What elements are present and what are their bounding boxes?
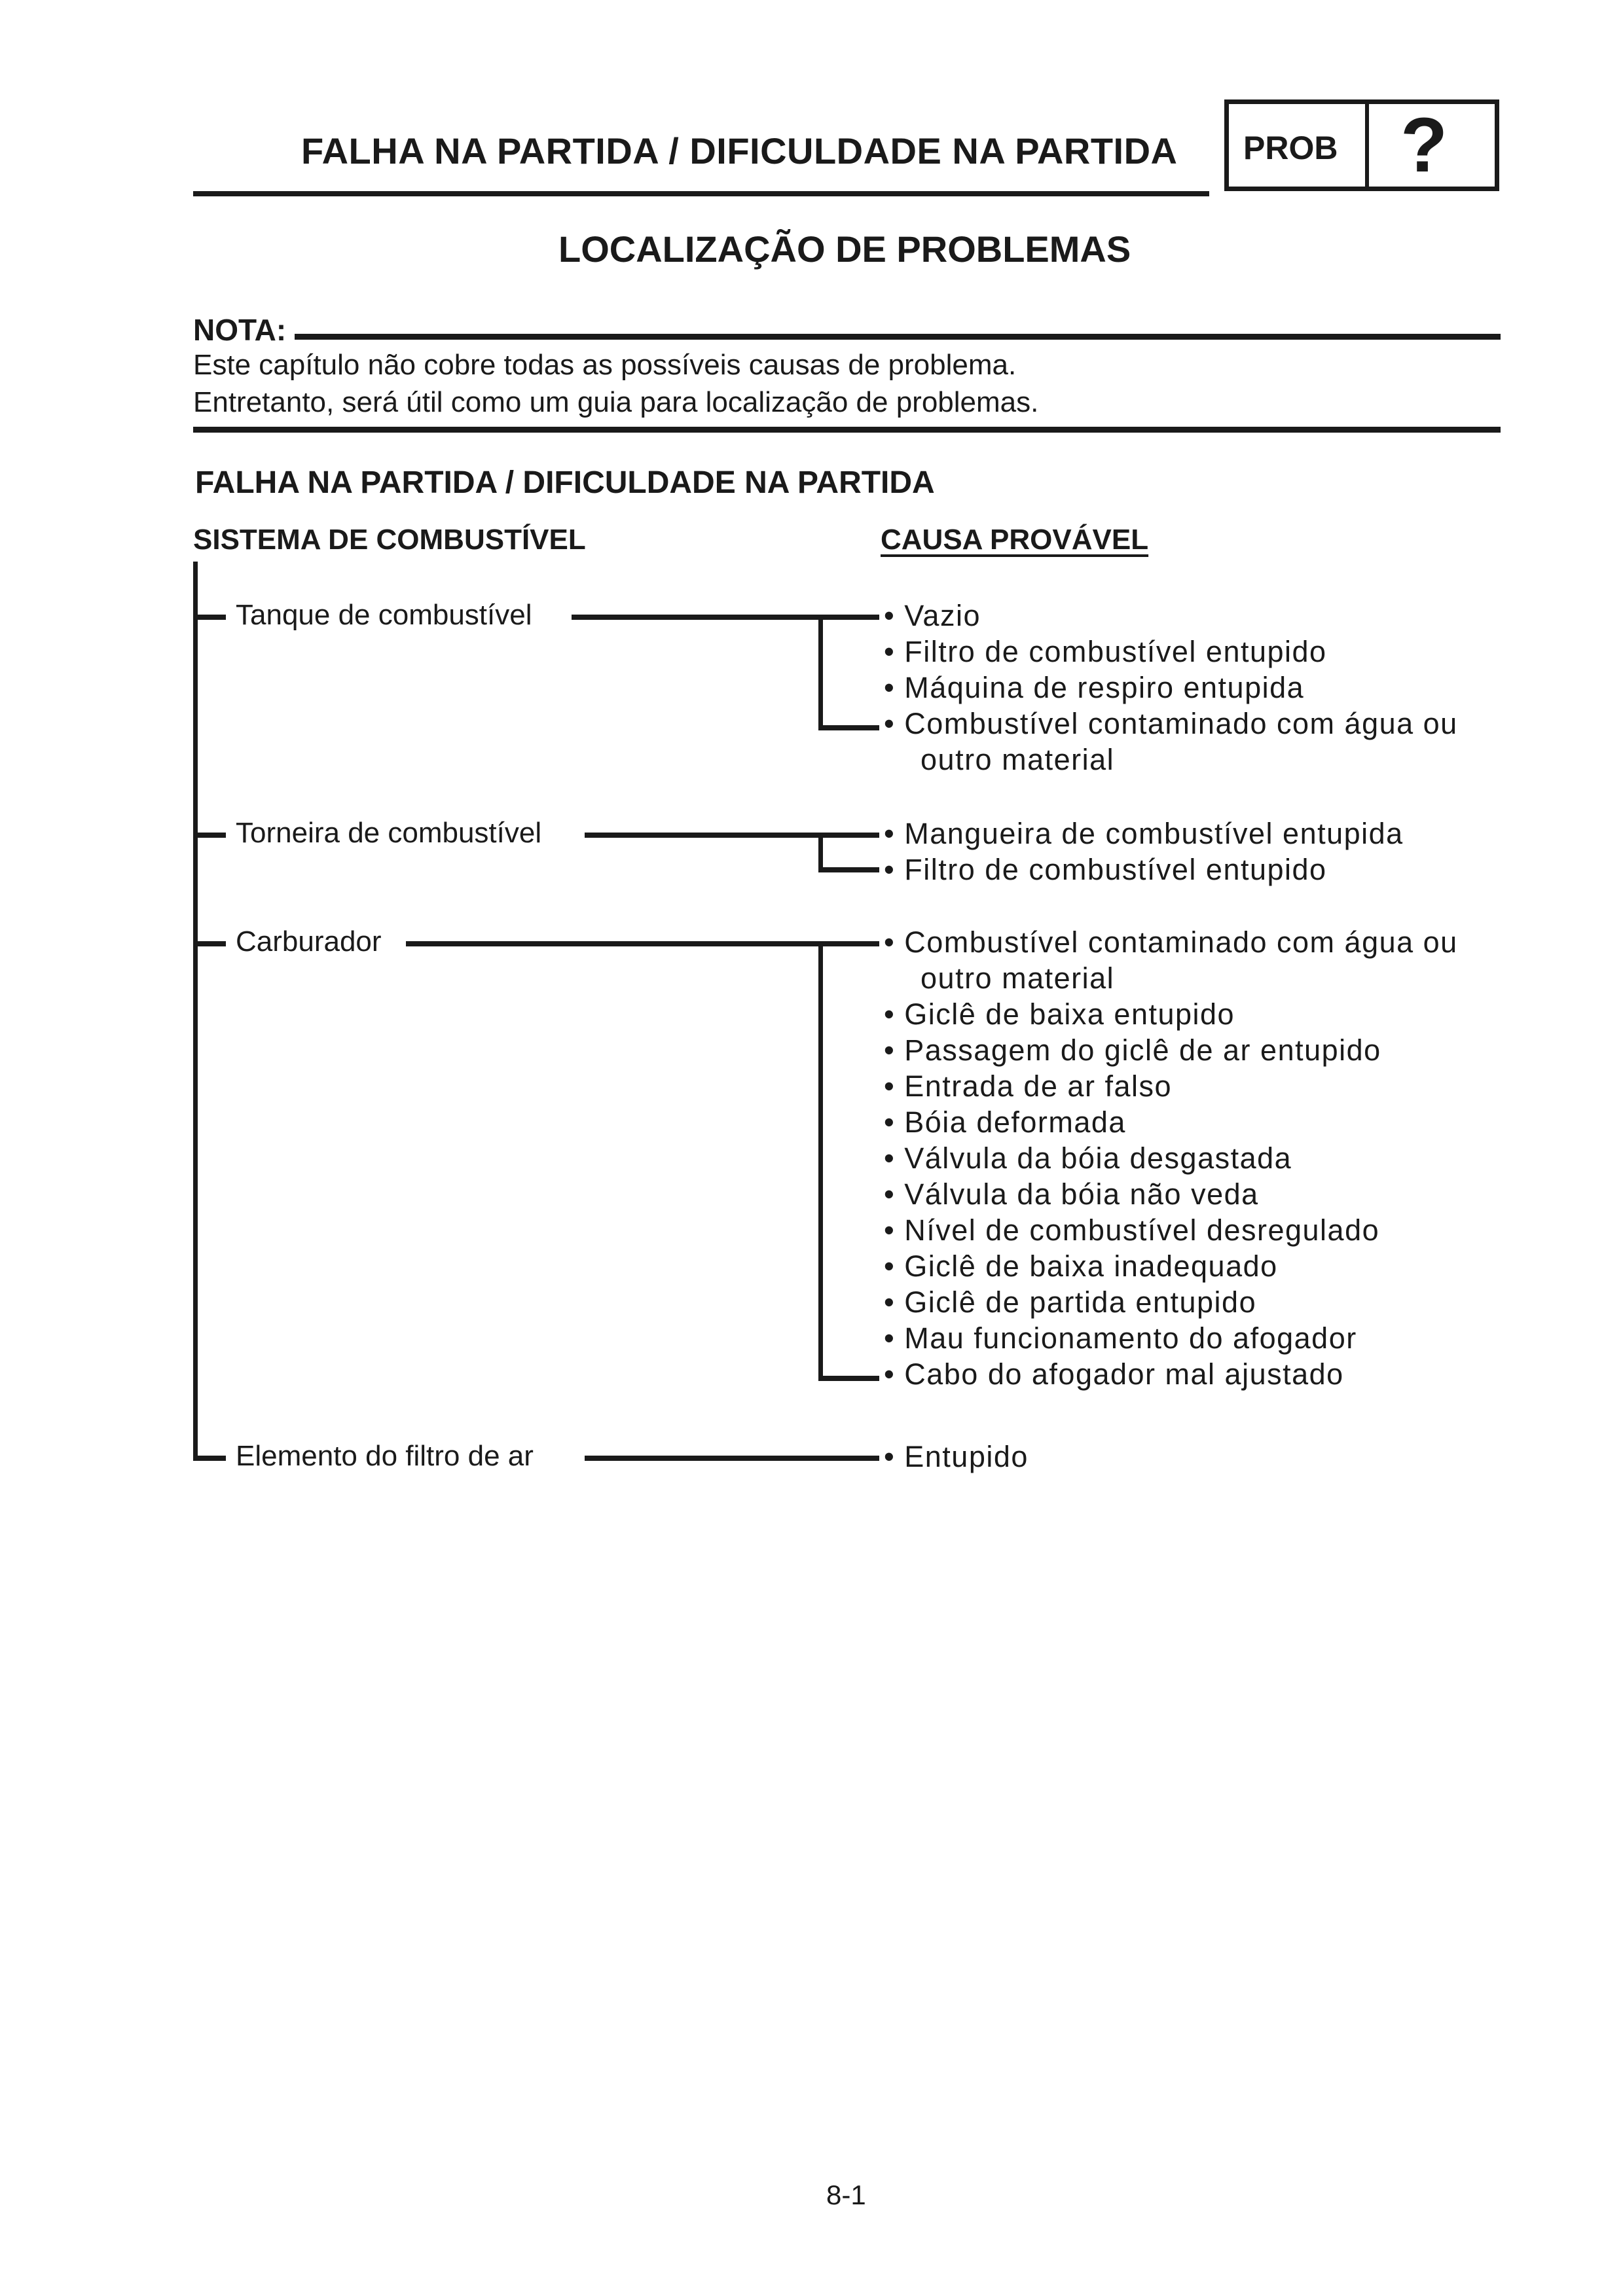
cause-item: • Filtro de combustível entupido [884,853,1327,886]
component-label: Tanque de combustível [236,599,532,631]
cause-item: • Giclê de baixa entupido [884,997,1235,1031]
note-line: Este capítulo não cobre todas as possíveis causas de problema. [193,349,1017,381]
prob-badge-divider [1365,104,1369,187]
cause-label: CAUSA PROVÁVEL [881,524,1149,556]
cause-item: • Válvula da bóia não veda [884,1177,1259,1211]
cause-item: outro material [884,961,1115,995]
cause-item: • Combustível contaminado com água ou [884,925,1458,959]
tree-trunk [193,562,198,1460]
cause-item: • Cabo do afogador mal ajustado [884,1357,1344,1391]
cause-bracket [818,615,823,730]
prob-badge [1224,99,1499,191]
header-rule [193,191,1209,196]
cause-item: • Filtro de combustível entupido [884,635,1327,668]
component-label: Elemento do filtro de ar [236,1440,534,1472]
cause-bracket-end [818,867,879,872]
cause-item: • Giclê de partida entupido [884,1285,1257,1319]
subsection-title: FALHA NA PARTIDA / DIFICULDADE NA PARTIDA [195,465,935,500]
note-rule-top [295,334,1501,340]
branch-stub [193,833,226,838]
branch-stub [193,615,226,620]
cause-item: • Combustível contaminado com água ou [884,707,1458,740]
note-rule-bottom [193,427,1501,433]
cause-item: • Mau funcionamento do afogador [884,1321,1357,1355]
branch-stub [193,1456,226,1461]
cause-item: • Entupido [884,1440,1029,1473]
cause-item: • Entrada de ar falso [884,1069,1172,1103]
note-label: NOTA: [193,313,287,347]
cause-item: • Máquina de respiro entupida [884,671,1305,704]
question-mark-icon: ? [1400,102,1448,188]
cause-item: • Válvula da bóia desgastada [884,1141,1292,1175]
cause-item: • Giclê de baixa inadequado [884,1249,1278,1283]
component-label: Carburador [236,925,382,958]
cause-item: • Mangueira de combustível entupida [884,817,1404,850]
section-title: LOCALIZAÇÃO DE PROBLEMAS [558,228,1131,270]
cause-item: • Bóia deformada [884,1105,1126,1139]
cause-item: • Vazio [884,599,981,632]
cause-bracket-end [818,725,879,730]
component-label: Torneira de combustível [236,817,542,849]
branch-connector [585,833,879,838]
header-title: FALHA NA PARTIDA / DIFICULDADE NA PARTIDA [301,130,1178,171]
cause-item: • Nível de combustível desregulado [884,1213,1380,1247]
cause-bracket [818,833,823,872]
cause-bracket [818,941,823,1381]
cause-item: outro material [884,743,1115,776]
cause-item: • Passagem do giclê de ar entupido [884,1033,1381,1067]
branch-connector [406,941,879,946]
note-line: Entretanto, será útil como um guia para localização de problemas. [193,386,1039,418]
page-number: 8-1 [826,2179,866,2210]
prob-badge-label: PROB [1243,130,1338,166]
cause-bracket-end [818,1376,879,1381]
branch-connector [572,615,879,620]
branch-connector [585,1456,879,1461]
system-label: SISTEMA DE COMBUSTÍVEL [193,524,586,556]
branch-stub [193,941,226,946]
